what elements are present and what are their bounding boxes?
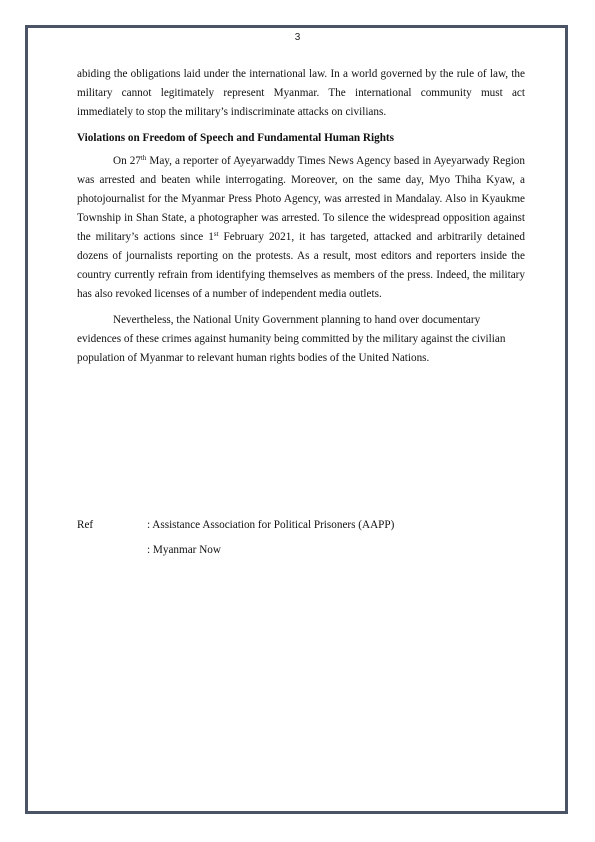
section-heading: Violations on Freedom of Speech and Fundamental Human Rights: [77, 132, 395, 144]
reference-item-aapp: : Assistance Association for Political Prisoners (AAPP): [147, 519, 395, 531]
reference-label-spacer: [77, 541, 147, 560]
document-body: [77, 65, 525, 375]
reference-row: [77, 516, 525, 535]
paragraph-violations-part-c: February 2021, it has targeted, attacked and arbitrarily detained dozens of journalists reporting on the protests. As a result, most editors and reporters inside the country currently refrain from identifying themselves as members of the press. Indeed, the military has also revoked licenses of a number of independent media outlets.: [77, 231, 525, 300]
reference-item-myanmar-now: : Myanmar Now: [147, 544, 221, 556]
page-number: 3: [294, 32, 301, 43]
paragraph-nug-evidence: Nevertheless, the National Unity Government planning to hand over documentary evidences of these crimes against humanity being committed by the military against the civilian population of Myanmar to relevant human rights bodies of the United Nations.: [77, 314, 506, 364]
superscript-st: st: [213, 230, 219, 238]
references-section: [77, 516, 525, 566]
paragraph-intro: abiding the obligations laid under the international law. In a world governed by the rule of law, the military cannot legitimately represent Myanmar. The international community must act immediately to stop the military’s indiscriminate attacks on civilians.: [77, 68, 525, 118]
paragraph-violations-part-b: May, a reporter of Ayeyarwaddy Times News Agency based in Ayeyarwady Region was arrested and beaten while interrogating. Moreover, on the same day, Myo Thiha Kyaw, a photojournalist for the Myanmar Press Photo Agency, was arrested in Mandalay. Also in Kyaukme Township in Shan State, a photographer was arrested. To silence the widespread opposition against the military’s actions since 1: [77, 155, 525, 243]
superscript-th: th: [140, 154, 147, 162]
reference-row: [77, 541, 525, 560]
paragraph-violations-part-a: On 27: [113, 155, 141, 167]
paragraph-violations: [77, 152, 525, 304]
reference-label: Ref: [77, 519, 94, 531]
